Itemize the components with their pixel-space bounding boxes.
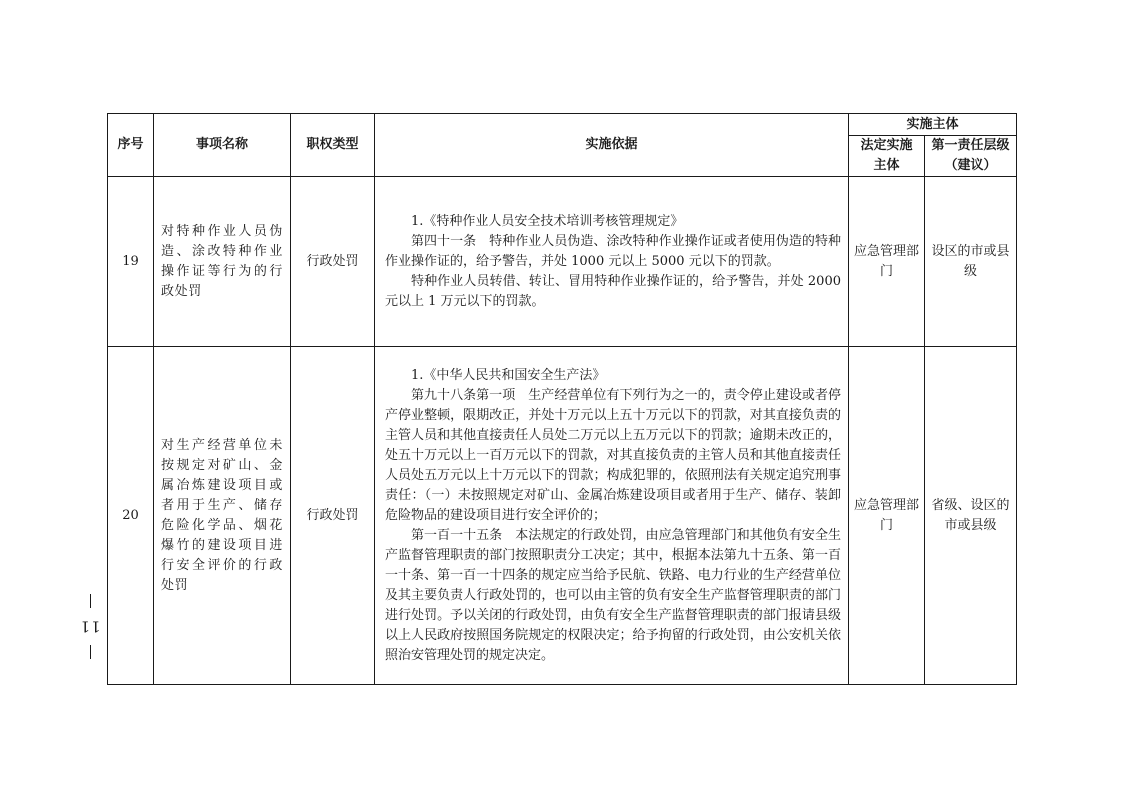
basis-paragraph: 第一百一十五条 本法规定的行政处罚，由应急管理部门和其他负有安全生产监督管理职责的部门按照职责分工决定；其中，根据本法第九十五条、第一百一十条、第一百一十四条的规定应当给予民航、铁路、电力行业的生产经营单位及其主要负责人行政处罚的，也可以由主管的负有安全生产监督管理职责的部门进行处罚。予以关闭的行政处罚，由负有安全生产监督管理职责的部门报请县级以上人民政府按照国务院规定的权限决定；给予拘留的行政处罚，由公安机关依照治安管理处罚的规定决定。 (385, 527, 841, 663)
page-number (80, 592, 100, 682)
table-row (108, 177, 1017, 347)
row-legal-body: 应急管理部门 (849, 177, 925, 347)
row-basis (375, 177, 849, 347)
row-item-name: 对特种作业人员伪造、涂改特种作业操作证等行为的行政处罚 (154, 177, 291, 347)
header-first-level: 第一责任层级（建议） (925, 136, 1017, 177)
header-subject-group: 实施主体 (849, 114, 1017, 136)
row-basis (375, 347, 849, 685)
basis-paragraph: 1.《中华人民共和国安全生产法》 (411, 367, 606, 383)
header-basis: 实施依据 (375, 114, 849, 177)
authority-table (107, 113, 1017, 685)
page-number-value: 11 (79, 617, 101, 636)
row-authority-type: 行政处罚 (291, 177, 375, 347)
row-first-level: 设区的市或县级 (925, 177, 1017, 347)
header-name: 事项名称 (154, 114, 291, 177)
basis-paragraph: 特种作业人员转借、转让、冒用特种作业操作证的，给予警告，并处 2000 元以上 1 万元以下的罚款。 (385, 273, 841, 309)
page-number-dash-bottom (90, 645, 91, 659)
row-seq: 19 (108, 177, 154, 347)
row-item-name: 对生产经营单位未按规定对矿山、金属冶炼建设项目或者用于生产、储存危险化学品、烟花爆竹的建设项目进行安全评价的行政处罚 (154, 347, 291, 685)
basis-paragraph: 第九十八条第一项 生产经营单位有下列行为之一的，责令停止建设或者停产停业整顿，限期改正，并处十万元以上五十万元以下的罚款，对其直接负责的主管人员和其他直接责任人员处二万元以上五万元以下的罚款；逾期未改正的，处五十万元以上一百万元以下的罚款，对其直接负责的主管人员和其他直接责任人员处五万元以上十万元以下的罚款；构成犯罪的，依照刑法有关规定追究刑事责任：（一）未按照规定对矿山、金属冶炼建设项目或者用于生产、储存、装卸危险物品的建设项目进行安全评价的； (385, 387, 841, 523)
row-seq: 20 (108, 347, 154, 685)
basis-paragraph: 第四十一条 特种作业人员伪造、涂改特种作业操作证或者使用伪造的特种作业操作证的，给予警告，并处 1000 元以上 5000 元以下的罚款。 (385, 233, 841, 269)
header-seq: 序号 (108, 114, 154, 177)
table-row (108, 347, 1017, 685)
header-type: 职权类型 (291, 114, 375, 177)
row-authority-type: 行政处罚 (291, 347, 375, 685)
row-legal-body: 应急管理部门 (849, 347, 925, 685)
page-number-dash-top (90, 594, 91, 608)
row-first-level: 省级、设区的市或县级 (925, 347, 1017, 685)
basis-paragraph: 1.《特种作业人员安全技术培训考核管理规定》 (411, 213, 684, 229)
header-legal-body: 法定实施主体 (849, 136, 925, 177)
